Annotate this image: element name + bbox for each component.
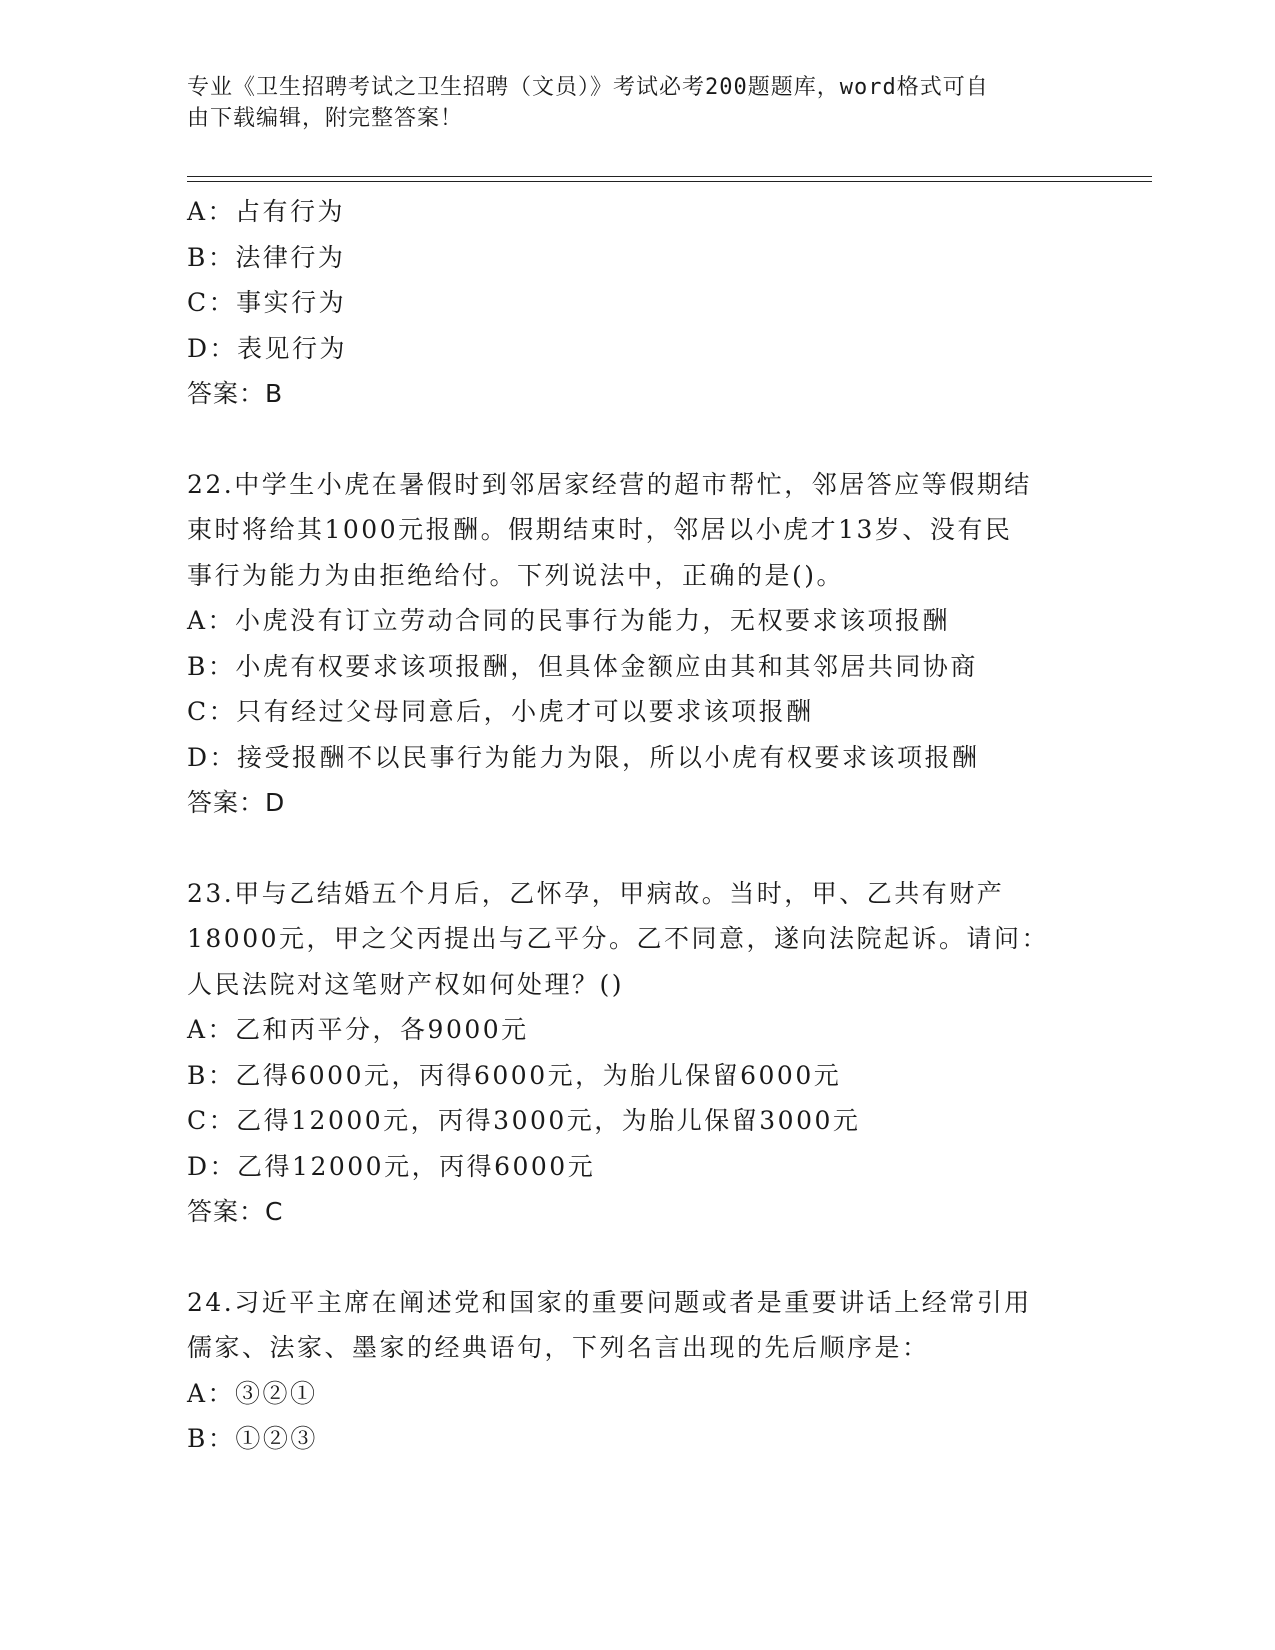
option-d: D：接受报酬不以民事行为能力为限，所以小虎有权要求该项报酬 <box>187 742 980 772</box>
answer: 答案：B <box>187 379 284 408</box>
question-text-line: 事行为能力为由拒绝给付。下列说法中，正确的是()。 <box>187 560 845 590</box>
question-list <box>187 189 1107 1462</box>
question-23 <box>187 871 1107 1235</box>
question-text-line: 24.习近平主席在阐述党和国家的重要问题或者是重要讲话上经常引用 <box>187 1287 1032 1317</box>
question-22 <box>187 462 1107 826</box>
answer: 答案：D <box>187 788 286 817</box>
option-c: C：只有经过父母同意后，小虎才可以要求该项报酬 <box>187 697 814 726</box>
option-a: A：③②① <box>187 1378 318 1408</box>
option-a: A：占有行为 <box>187 197 346 226</box>
header-line-2: 由下载编辑，附完整答案！ <box>187 106 464 131</box>
question-21 <box>187 189 1107 417</box>
option-c: C：乙得12000元，丙得3000元，为胎儿保留3000元 <box>187 1106 861 1135</box>
header-divider-top <box>187 176 1152 177</box>
question-text-line: 人民法院对这笔财产权如何处理？() <box>187 969 625 999</box>
question-text-line: 18000元，甲之父丙提出与乙平分。乙不同意，遂向法院起诉。请问： <box>187 924 1050 953</box>
question-text-line: 儒家、法家、墨家的经典语句，下列名言出现的先后顺序是： <box>187 1333 930 1362</box>
question-text-line: 束时将给其1000元报酬。假期结束时，邻居以小虎才13岁、没有民 <box>187 515 1013 544</box>
question-24 <box>187 1280 1107 1462</box>
header-divider-bottom <box>187 181 1152 182</box>
option-c: C：事实行为 <box>187 288 347 317</box>
question-text-line: 23.甲与乙结婚五个月后，乙怀孕，甲病故。当时，甲、乙共有财产 <box>187 878 1005 908</box>
question-text-line: 22.中学生小虎在暑假时到邻居家经营的超市帮忙，邻居答应等假期结 <box>187 469 1032 499</box>
option-d: D：乙得12000元，丙得6000元 <box>187 1151 596 1181</box>
option-b: B：小虎有权要求该项报酬，但具体金额应由其和其邻居共同协商 <box>187 651 978 681</box>
option-a: A：小虎没有订立劳动合同的民事行为能力，无权要求该项报酬 <box>187 606 951 635</box>
option-b: B：乙得6000元，丙得6000元，为胎儿保留6000元 <box>187 1060 842 1090</box>
document-header <box>187 72 1087 134</box>
option-b: B：①②③ <box>187 1424 318 1453</box>
option-b: B：法律行为 <box>187 242 346 272</box>
answer: 答案：C <box>187 1197 284 1226</box>
option-a: A：乙和丙平分，各9000元 <box>187 1015 529 1044</box>
header-line-1: 专业《卫生招聘考试之卫生招聘（文员）》考试必考200题题库，word格式可自 <box>187 75 989 100</box>
option-d: D：表见行为 <box>187 333 348 363</box>
